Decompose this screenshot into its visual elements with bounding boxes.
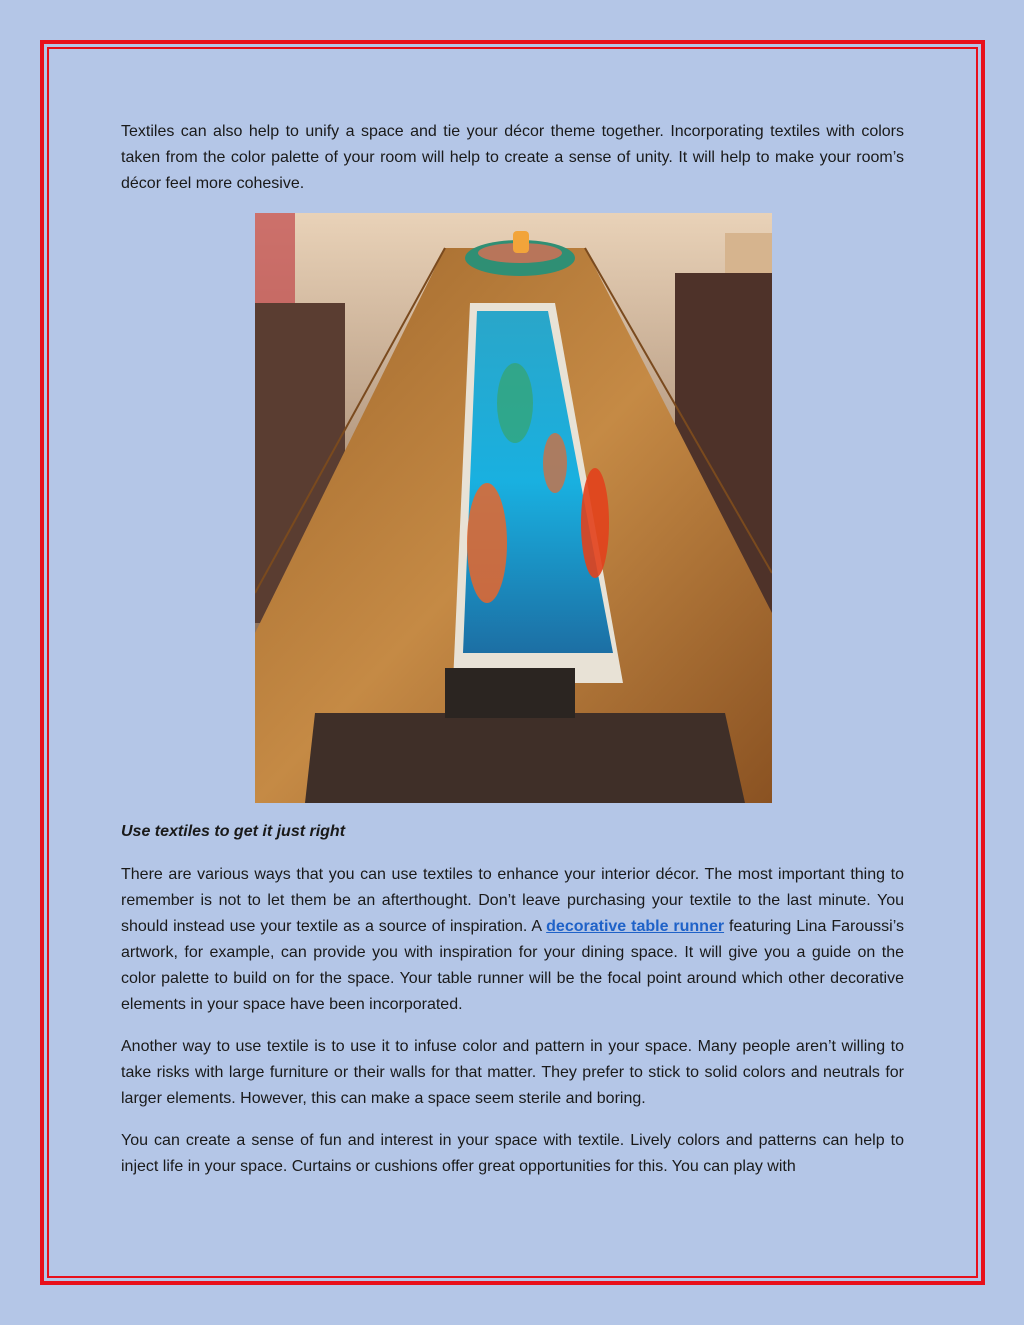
paragraph-inspiration (121, 862, 904, 1018)
paragraph-color-pattern: Another way to use textile is to use it to infuse color and pattern in your space. Many people aren’t willing to take risks with large furniture or their walls for that matter. They prefer to stick to solid colors and neutrals for larger elements. However, this can make a space seem sterile and boring. (121, 1038, 904, 1107)
paragraph-inspiration-text-before: There are various ways that you can use textiles to enhance your interior décor. The most important thing to remember is not to let them be an afterthought. Don’t leave purchasing your textile to the last minute. You should instead use your textile as a source of inspiration. A (121, 866, 904, 935)
paragraph-inspiration-text-after: featuring Lina Faroussi’s artwork, for example, can provide you with inspiration for your dining space. It will give you a guide on the color palette to build on for the space. Your table runner will be the focal point around which other decorative elements in your space have been incorporated. (121, 918, 905, 1013)
decorative-table-runner-link[interactable]: decorative table runner (546, 918, 725, 935)
section-heading: Use textiles to get it just right (121, 823, 346, 840)
paragraph-intro: Textiles can also help to unify a space and tie your décor theme together. Incorporating textiles with colors taken from the color palette of your room will help to create a sense of unity. It will help to make your room’s décor feel more cohesive. (121, 123, 904, 192)
table-runner-photo (255, 213, 772, 803)
document-body (121, 119, 904, 1180)
paragraph-fun-interest: You can create a sense of fun and interest in your space with textile. Lively colors and patterns can help to inject life in your space. Curtains or cushions offer great opportunities for this. You can play with (121, 1132, 904, 1175)
